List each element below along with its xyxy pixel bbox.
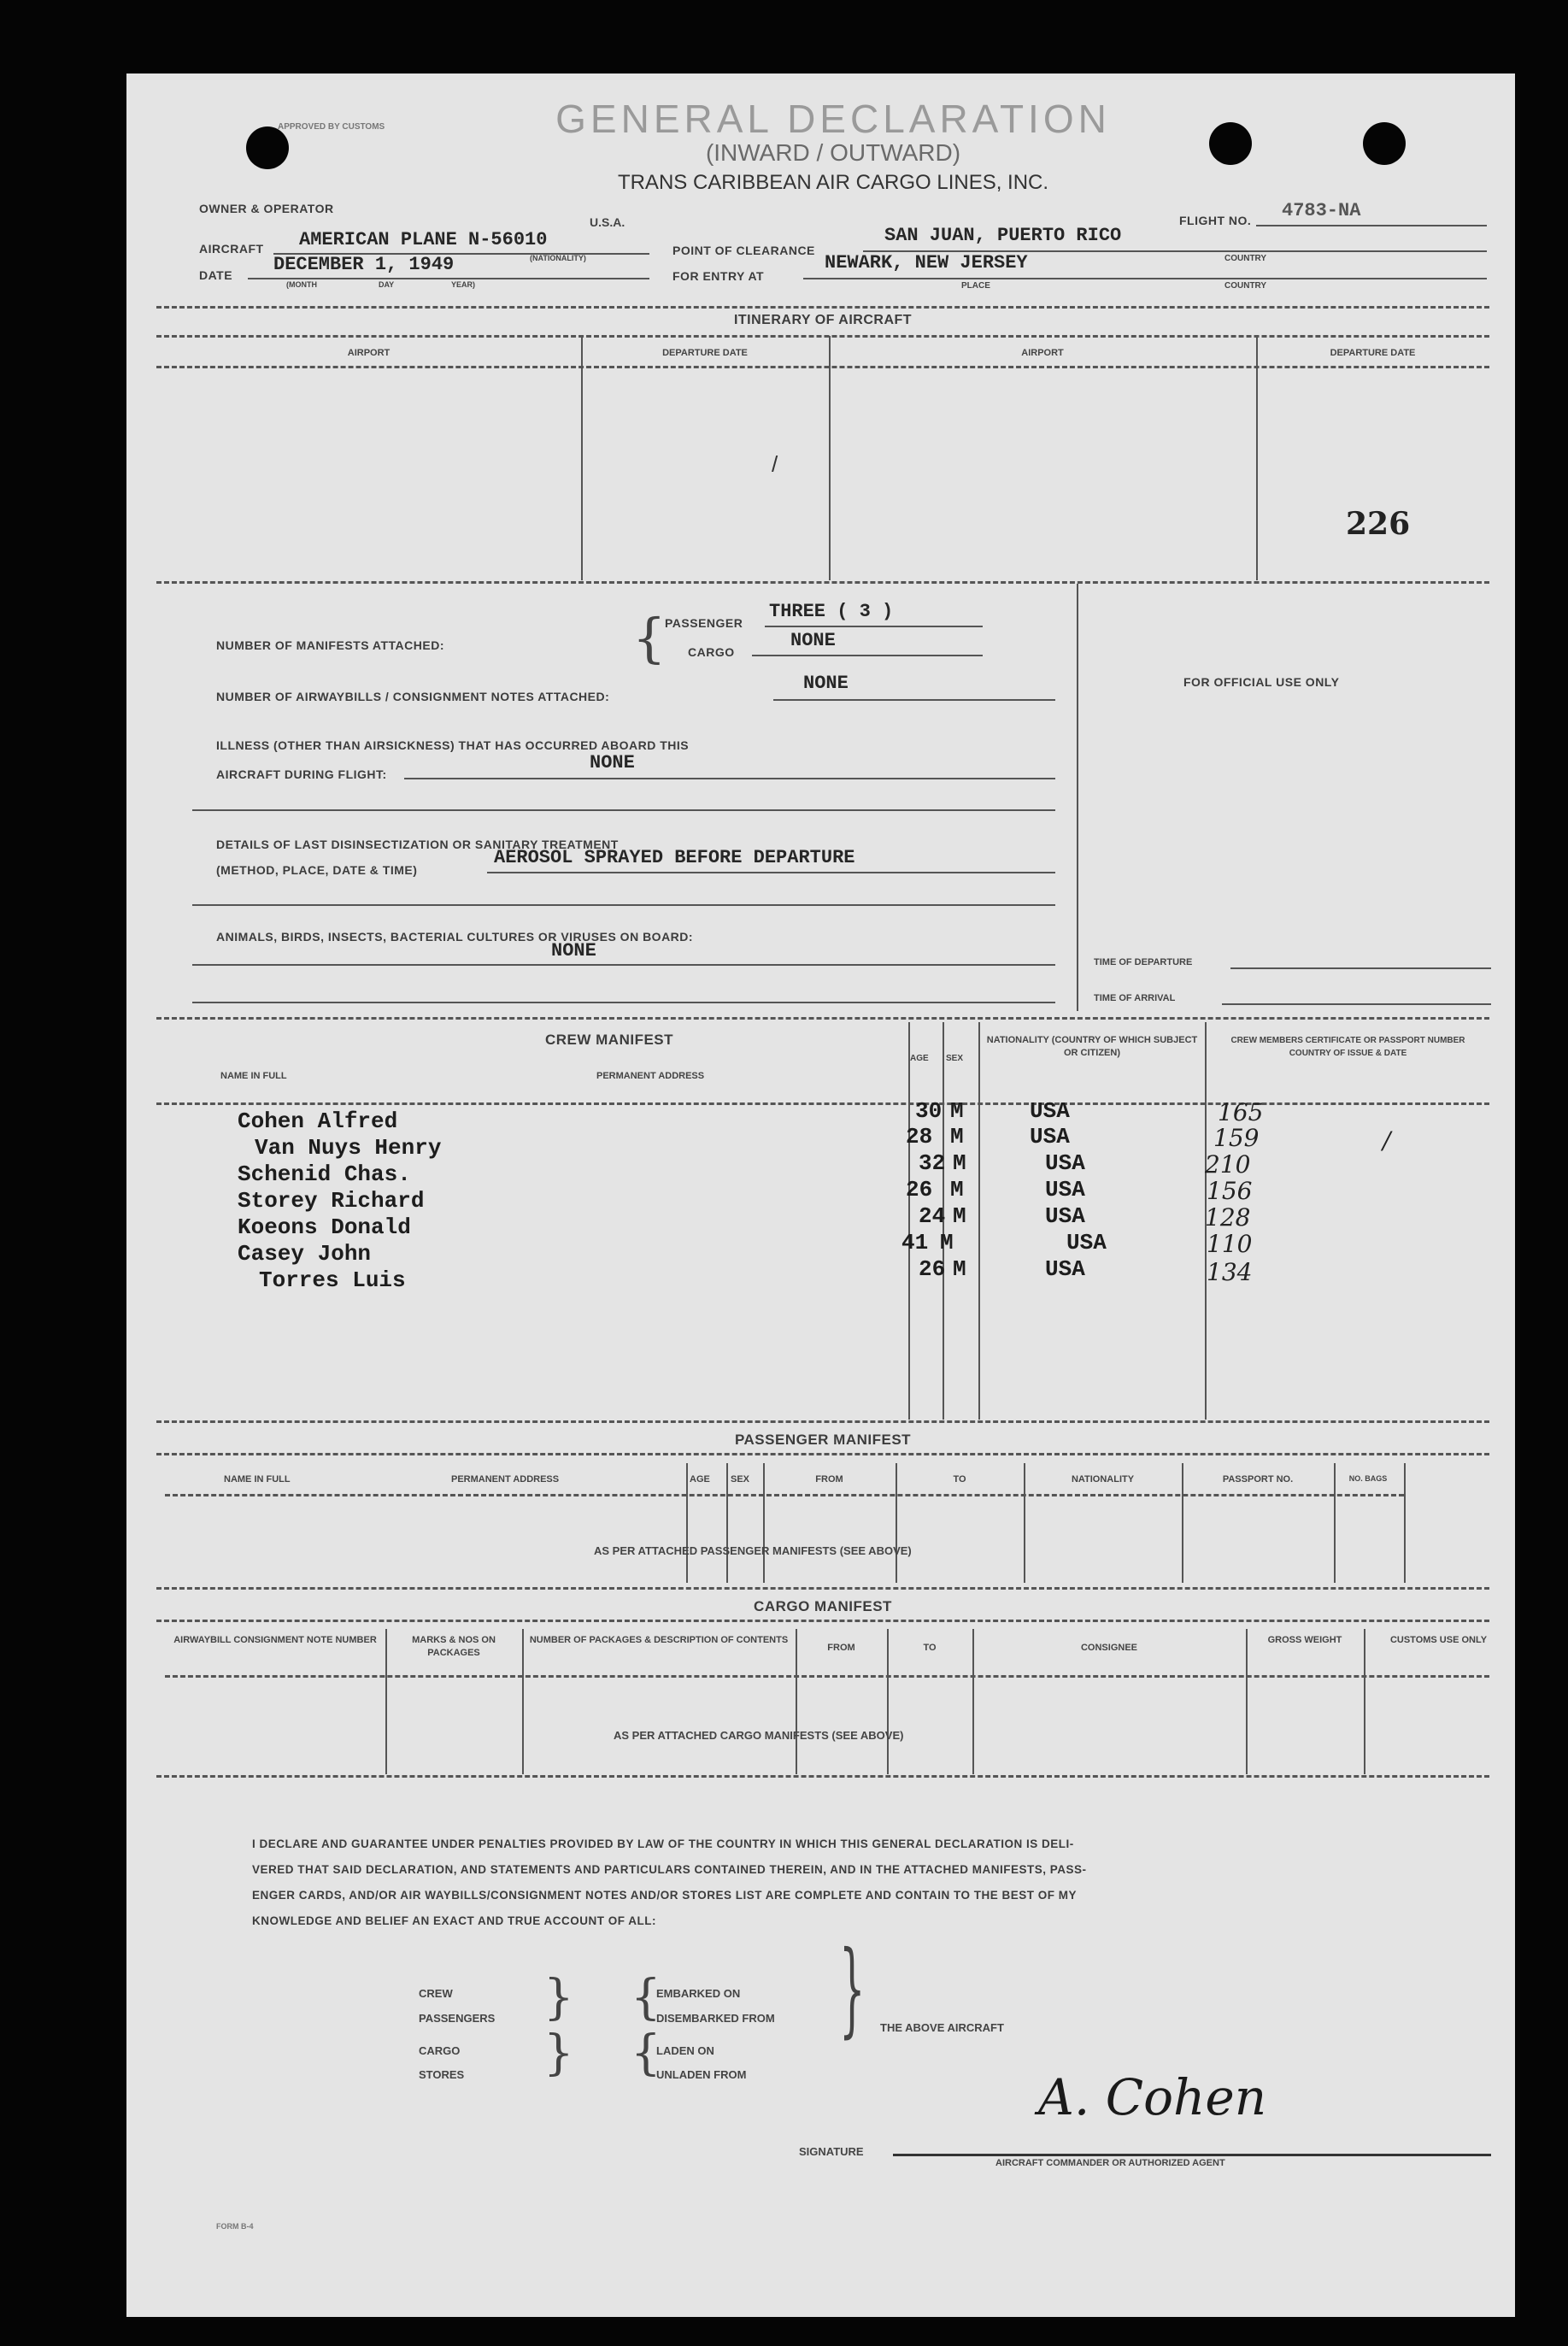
official-use-label: FOR OFFICIAL USE ONLY (1183, 675, 1340, 689)
punch-hole (246, 126, 289, 169)
disinsect-label-2: (METHOD, PLACE, DATE & TIME) (216, 863, 418, 877)
crew-name-header: NAME IN FULL (220, 1071, 287, 1081)
disinsect-label: DETAILS OF LAST DISINSECTIZATION OR SANITARY TREATMENT (216, 838, 619, 851)
crew-sex: M (940, 1230, 954, 1255)
crew-age: 24 (919, 1203, 946, 1229)
place-caption: PLACE (961, 281, 990, 291)
crew-nationality: USA (1030, 1124, 1070, 1149)
cargo-header-marks: MARKS & NOS ON PACKAGES (412, 1635, 496, 1658)
crew-age-header: AGE (910, 1054, 929, 1063)
crew-cert: 159 (1213, 1124, 1260, 1152)
crew-age: 28 (906, 1124, 933, 1149)
crew-name: Casey John (238, 1241, 372, 1267)
manifest-cargo-label: CARGO (688, 645, 735, 659)
passenger-title: PASSENGER MANIFEST (734, 1432, 912, 1448)
country-caption-2: COUNTRY (1224, 281, 1267, 291)
passenger-header-bags: NO. BAGS (1348, 1474, 1388, 1483)
crew-name: Storey Richard (238, 1188, 425, 1214)
passenger-header-age: AGE (690, 1474, 710, 1485)
declaration-embarked: EMBARKED ON (656, 1987, 741, 2000)
signature-label: SIGNATURE (799, 2145, 864, 2158)
itinerary-title: ITINERARY OF AIRCRAFT (733, 313, 913, 327)
itinerary-header-date-1: DEPARTURE DATE (662, 348, 748, 358)
country-caption: COUNTRY (1224, 254, 1267, 263)
time-arrival-label: TIME OF ARRIVAL (1094, 993, 1176, 1003)
passenger-header-to: TO (953, 1474, 966, 1485)
crew-nationality: USA (1045, 1150, 1085, 1176)
passenger-header-passport: PASSPORT NO. (1222, 1474, 1294, 1485)
crew-sex: M (950, 1098, 964, 1124)
declaration-line-1: I DECLARE AND GUARANTEE UNDER PENALTIES PROVIDED BY LAW OF THE COUNTRY IN WHICH THIS GENERAL DECLARATION IS DELI- (252, 1837, 1074, 1850)
illness-value: NONE (590, 752, 635, 773)
clearance-value: SAN JUAN, PUERTO RICO (884, 225, 1122, 246)
cargo-header-weight: GROSS WEIGHT (1267, 1635, 1342, 1645)
form-number: FORM B-4 (216, 2222, 254, 2231)
company-name: TRANS CARIBBEAN AIR CARGO LINES, INC. (617, 171, 1049, 194)
date-caption-month: (MONTH (286, 280, 317, 289)
date-caption-year: YEAR) (451, 280, 476, 289)
animals-value: NONE (551, 940, 596, 961)
manifest-passenger-value: THREE ( 3 ) (769, 601, 894, 622)
declaration-laden: LADEN ON (656, 2044, 714, 2057)
declaration-crew: CREW (419, 1987, 453, 2000)
date-value: DECEMBER 1, 1949 (273, 254, 455, 275)
crew-name: Koeons Donald (238, 1214, 411, 1240)
crew-name: Cohen Alfred (238, 1108, 398, 1134)
cargo-header-waybill: AIRWAYBILL CONSIGNMENT NOTE NUMBER (173, 1635, 377, 1645)
time-departure-label: TIME OF DEPARTURE (1094, 957, 1193, 967)
manifests-count-label: NUMBER OF MANIFESTS ATTACHED: (216, 638, 444, 652)
crew-nationality: USA (1045, 1177, 1085, 1202)
disinsect-value: AEROSOL SPRAYED BEFORE DEPARTURE (494, 847, 855, 868)
crew-age: 32 (919, 1150, 946, 1176)
declaration-disembarked: DISEMBARKED FROM (656, 2012, 775, 2025)
form-title: GENERAL DECLARATION (555, 97, 1111, 141)
declaration-unladen: UNLADEN FROM (656, 2068, 747, 2081)
crew-sex: M (953, 1203, 966, 1229)
declaration-cargo: CARGO (419, 2044, 461, 2057)
commander-label: AIRCRAFT COMMANDER OR AUTHORIZED AGENT (995, 2158, 1225, 2168)
crew-cert-header: CREW MEMBERS CERTIFICATE OR PASSPORT NUMBER COUNTRY OF ISSUE & DATE (1230, 1036, 1465, 1058)
crew-cert: 165 (1218, 1098, 1264, 1126)
crew-nationality: USA (1066, 1230, 1107, 1255)
declaration-line-2: VERED THAT SAID DECLARATION, AND STATEMENTS AND PARTICULARS CONTAINED THEREIN, AND IN THE ATTACHED MANIFESTS, PASS- (252, 1863, 1087, 1876)
cargo-note: AS PER ATTACHED CARGO MANIFESTS (SEE ABOVE) (614, 1729, 904, 1742)
declaration-line-4: KNOWLEDGE AND BELIEF AN EXACT AND TRUE ACCOUNT OF ALL: (252, 1914, 656, 1927)
passenger-note: AS PER ATTACHED PASSENGER MANIFESTS (SEE ABOVE) (594, 1544, 912, 1557)
cargo-header-from: FROM (827, 1643, 855, 1653)
clearance-label: POINT OF CLEARANCE (672, 244, 815, 257)
punch-hole (1363, 122, 1406, 165)
crew-name: Torres Luis (259, 1267, 406, 1293)
owner-label: OWNER & OPERATOR (199, 202, 334, 215)
cargo-header-packages: NUMBER OF PACKAGES & DESCRIPTION OF CONTENTS (529, 1635, 789, 1645)
crew-cert: 128 (1205, 1203, 1251, 1232)
passenger-header-name: NAME IN FULL (224, 1474, 291, 1485)
crew-title: CREW MANIFEST (544, 1032, 674, 1048)
itinerary-header-airport-2: AIRPORT (1021, 348, 1064, 358)
date-label: DATE (199, 268, 233, 282)
aircraft-label: AIRCRAFT (199, 242, 264, 256)
manifest-passenger-label: PASSENGER (665, 616, 743, 630)
crew-cert: 134 (1207, 1258, 1253, 1286)
crew-cert: 156 (1207, 1177, 1253, 1205)
form-subtitle: (INWARD / OUTWARD) (705, 139, 961, 166)
crew-sex: M (950, 1124, 964, 1149)
entry-value: NEWARK, NEW JERSEY (825, 252, 1028, 273)
crew-name: Van Nuys Henry (255, 1135, 442, 1161)
crew-nationality: USA (1030, 1098, 1070, 1124)
passenger-header-address: PERMANENT ADDRESS (451, 1474, 560, 1485)
cargo-header-customs: CUSTOMS USE ONLY (1389, 1635, 1488, 1645)
crew-age: 30 (915, 1098, 943, 1124)
declaration-passengers: PASSENGERS (419, 2012, 496, 2025)
crew-sex: M (953, 1256, 966, 1282)
cargo-header-to: TO (923, 1643, 937, 1653)
punch-hole (1209, 122, 1252, 165)
animals-label: ANIMALS, BIRDS, INSECTS, BACTERIAL CULTURES OR VIRUSES ON BOARD: (216, 930, 694, 944)
crew-cert: 210 (1205, 1150, 1251, 1179)
commander-signature: A. Cohen (1038, 2068, 1267, 2126)
flight-value: 4783-NA (1282, 200, 1361, 221)
crew-nationality: USA (1045, 1256, 1085, 1282)
cargo-header-consignee: CONSIGNEE (1080, 1643, 1137, 1653)
nationality-value: U.S.A. (590, 215, 625, 229)
aircraft-value: AMERICAN PLANE N-56010 (299, 229, 548, 250)
declaration-stores: STORES (419, 2068, 465, 2081)
airwaybills-value: NONE (803, 673, 849, 694)
cargo-title: CARGO MANIFEST (754, 1598, 892, 1614)
crew-nationality-header: NATIONALITY (COUNTRY OF WHICH SUBJECT OR CITIZEN) (986, 1035, 1198, 1058)
crew-nationality: USA (1045, 1203, 1085, 1229)
crew-age: 26 (919, 1256, 946, 1282)
itinerary-header-date-2: DEPARTURE DATE (1330, 348, 1416, 358)
entry-label: FOR ENTRY AT (672, 269, 765, 283)
approval-stamp: APPROVED BY CUSTOMS (278, 122, 385, 132)
itinerary-header-airport-1: AIRPORT (347, 348, 391, 358)
crew-age: 26 (906, 1177, 933, 1202)
manifest-cargo-value: NONE (790, 630, 836, 651)
airwaybills-label: NUMBER OF AIRWAYBILLS / CONSIGNMENT NOTES ATTACHED: (216, 690, 610, 703)
passenger-header-from: FROM (815, 1474, 843, 1485)
page-number: 226 (1346, 506, 1411, 542)
crew-name: Schenid Chas. (238, 1161, 411, 1187)
date-caption-day: DAY (379, 280, 395, 289)
illness-label: ILLNESS (OTHER THAN AIRSICKNESS) THAT HAS OCCURRED ABOARD THIS (216, 738, 690, 752)
declaration-line-3: ENGER CARDS, AND/OR AIR WAYBILLS/CONSIGNMENT NOTES AND/OR STORES LIST ARE COMPLETE AND CONTAIN TO THE BEST OF MY (252, 1889, 1078, 1902)
crew-age: 41 (901, 1230, 929, 1255)
flight-label: FLIGHT NO. (1179, 214, 1252, 227)
illness-label-2: AIRCRAFT DURING FLIGHT: (216, 767, 387, 781)
nationality-caption: (NATIONALITY) (530, 254, 586, 262)
declaration-above-aircraft: THE ABOVE AIRCRAFT (880, 2021, 1004, 2034)
crew-cert: 110 (1207, 1230, 1253, 1258)
passenger-header-nationality: NATIONALITY (1071, 1474, 1135, 1485)
passenger-header-sex: SEX (731, 1474, 750, 1485)
crew-sex-header: SEX (946, 1054, 964, 1063)
crew-sex: M (950, 1177, 964, 1202)
crew-address-header: PERMANENT ADDRESS (596, 1071, 705, 1081)
crew-sex: M (953, 1150, 966, 1176)
